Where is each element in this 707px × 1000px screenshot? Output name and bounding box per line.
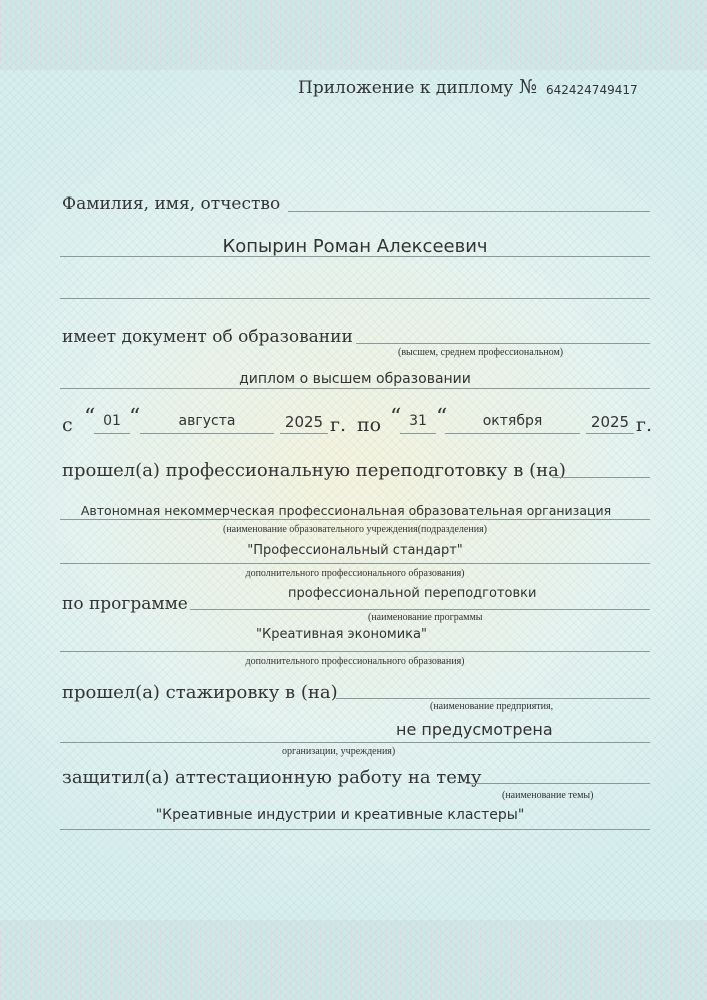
internship-label: прошел(а) стажировку в (на) bbox=[62, 682, 338, 703]
retraining-line-3 bbox=[60, 563, 650, 564]
retraining-label: прошел(а) профессиональную переподготовку в (на) bbox=[62, 460, 566, 481]
period-to-year: 2025 bbox=[590, 413, 630, 431]
document-title: Приложение к диплому bbox=[298, 78, 514, 98]
period-from-day: 01 bbox=[103, 413, 121, 429]
decorative-top-band bbox=[0, 0, 707, 70]
retraining-org-2: "Профессиональный стандарт" bbox=[247, 543, 463, 558]
program-label: по программе bbox=[62, 594, 188, 614]
retraining-org: Автономная некоммерческая профессиональная образовательная организация bbox=[80, 503, 612, 518]
retraining-hint-2: дополнительного профессионального образования) bbox=[245, 568, 465, 579]
fio-label: Фамилия, имя, отчество bbox=[62, 194, 281, 214]
period-to-day: 31 bbox=[409, 413, 427, 429]
thesis-value: "Креативные индустрии и креативные кластеры" bbox=[155, 807, 525, 823]
quote-close-1: “ bbox=[129, 405, 141, 430]
education-label: имеет документ об образовании bbox=[62, 327, 353, 347]
program-line-2 bbox=[60, 651, 650, 652]
number-sign: № bbox=[519, 76, 537, 98]
thesis-line-2 bbox=[60, 829, 650, 830]
internship-line-1 bbox=[336, 698, 650, 699]
period-to-word: по bbox=[357, 414, 382, 436]
thesis-line-1 bbox=[466, 783, 650, 784]
internship-hint-2: организации, учреждения) bbox=[282, 746, 396, 757]
internship-line-2 bbox=[60, 742, 650, 743]
period-from-word: с bbox=[62, 414, 73, 436]
program-line-1 bbox=[190, 609, 650, 610]
retraining-line-2 bbox=[60, 519, 650, 520]
retraining-hint-1: (наименование образовательного учреждения(подразделения) bbox=[223, 524, 487, 535]
diploma-number: 642424749417 bbox=[546, 83, 638, 97]
program-value-1: профессиональной переподготовки bbox=[288, 586, 537, 601]
fio-line-1 bbox=[288, 211, 650, 212]
education-hint: (высшем, среднем профессиональном) bbox=[398, 347, 564, 358]
program-value-2: "Креативная экономика" bbox=[256, 627, 427, 642]
thesis-label: защитил(а) аттестационную работу на тему bbox=[62, 767, 482, 788]
quote-open-1: “ bbox=[84, 405, 96, 430]
year-suffix-2: г. bbox=[636, 414, 652, 436]
education-line-2 bbox=[60, 388, 650, 389]
fio-value: Копырин Роман Алексеевич bbox=[222, 236, 488, 257]
period-to-month: октября bbox=[482, 413, 543, 429]
period-from-month: августа bbox=[178, 413, 236, 429]
program-hint-2: дополнительного профессионального образования) bbox=[245, 656, 465, 667]
education-line-1 bbox=[356, 343, 650, 344]
internship-hint-1: (наименование предприятия, bbox=[430, 701, 554, 712]
quote-open-2: “ bbox=[390, 405, 402, 430]
thesis-hint: (наименование темы) bbox=[502, 790, 594, 801]
fio-line-2 bbox=[60, 256, 650, 257]
fio-line-3 bbox=[60, 298, 650, 299]
to-day-line bbox=[400, 433, 436, 434]
quote-close-2: “ bbox=[436, 405, 448, 430]
year-suffix-1: г. bbox=[330, 414, 346, 436]
from-month-line bbox=[140, 433, 274, 434]
to-month-line bbox=[445, 433, 580, 434]
decorative-bottom-band bbox=[0, 920, 707, 1000]
from-day-line bbox=[94, 433, 130, 434]
education-value: диплом о высшем образовании bbox=[239, 371, 471, 387]
from-year-line bbox=[280, 433, 328, 434]
retraining-line-1 bbox=[552, 477, 650, 478]
program-hint-1: (наименование программы bbox=[368, 612, 483, 623]
period-from-year: 2025 bbox=[284, 413, 324, 431]
to-year-line bbox=[586, 433, 634, 434]
internship-value: не предусмотрена bbox=[396, 720, 553, 739]
